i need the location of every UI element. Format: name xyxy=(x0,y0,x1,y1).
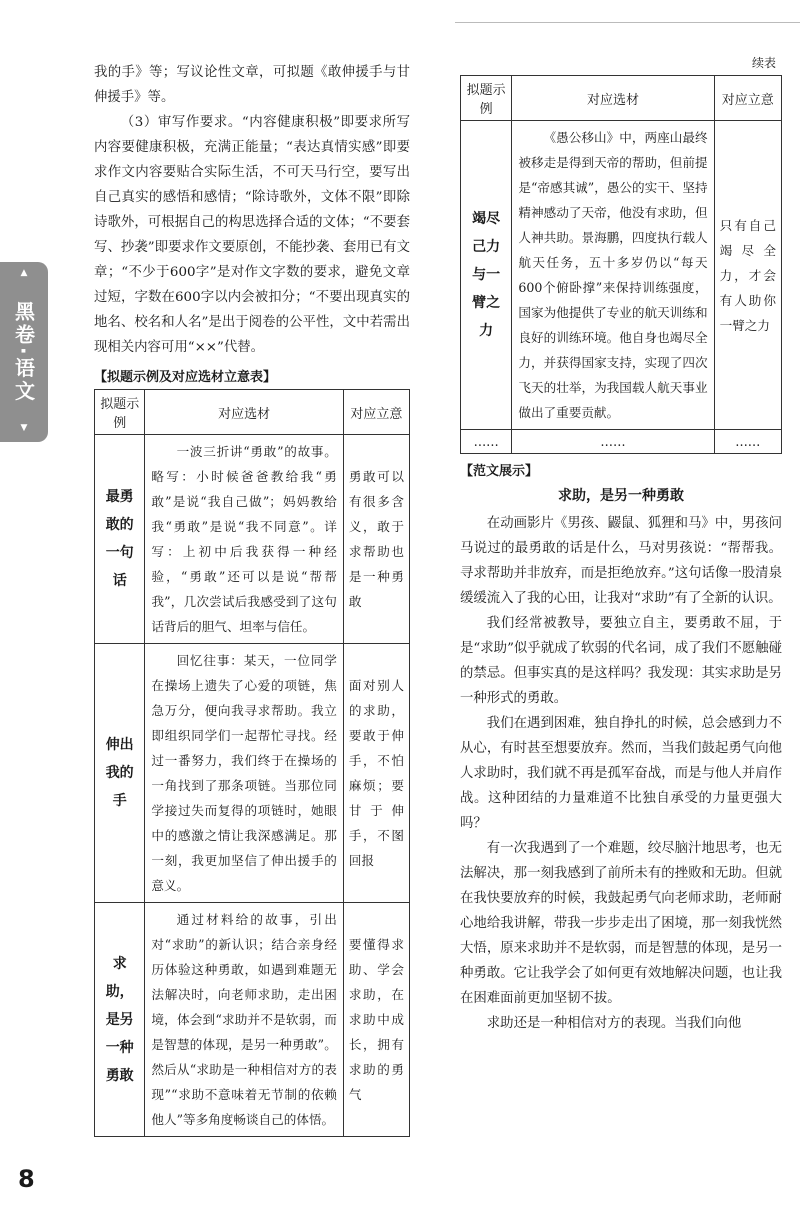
header-rule xyxy=(455,22,800,23)
subject-side-tab xyxy=(0,262,48,442)
material-cell: 回忆往事：某天，一位同学在操场上遗失了心爱的项链，焦急万分，便向我寻求帮助。我立即组织同学们一起帮忙寻找。经过一番努力，我们终于在操场的一角找到了那条项链。当那位同学接过失而复得的项链时，她眼中的感激之情让我深感满足。那一刻，我更加坚信了伸出援手的意义。 xyxy=(145,644,343,903)
table-header-row xyxy=(461,76,782,121)
idea-cell: 只有自己竭尽全力，才会有人助你一臂之力 xyxy=(714,121,781,430)
right-column xyxy=(460,58,782,1036)
table-row xyxy=(461,430,782,454)
topic-cell: 最勇敢的一句话 xyxy=(95,435,145,644)
idea-cell: 面对别人的求助，要敢于伸手，不怕麻烦；要甘于伸手，不图回报 xyxy=(343,644,409,903)
topic-cell: 求助，是另一种勇敢 xyxy=(95,903,145,1137)
continued-label: 续表 xyxy=(751,56,776,70)
essay-title: 求助，是另一种勇敢 xyxy=(558,488,684,504)
col-header-topic: 拟题示例 xyxy=(95,390,145,435)
col-header-idea: 对应立意 xyxy=(343,390,409,435)
table-header-row xyxy=(95,390,410,435)
table-heading: 【拟题示例及对应选材立意表】 xyxy=(94,370,277,385)
sample-heading: 【范文展示】 xyxy=(460,464,539,479)
triangle-up-icon: ▲ xyxy=(19,268,29,281)
essay-paragraph: 求助还是一种相信对方的表现。当我们向他 xyxy=(486,1016,742,1031)
requirement-paragraph: （3）审写作要求。“内容健康积极”即要求所写内容要健康积极，充满正能量；“表达真情实感”即要求作文内容要贴合实际生活，不可天马行空，要写出自己真实的感悟和感情；“除诗歌外，文体不限”即除诗歌外，可根据自己的构思选择合适的文体；“不要套写、抄袭”即要求作文要原创，不能抄袭、套用已有文章；“不少于600字”是对作文字数的要求，避免文章过短，字数在600字以内会被扣分；“不要出现真实的地名、校名和人名”是出于阅卷的公平性，文中若需出现相关内容可用“××”代替。 xyxy=(94,115,410,355)
material-cell: 《愚公移山》中，两座山最终被移走是得到天帝的帮助，但前提是“帝感其诚”，愚公的实干、坚持精神感动了天帝，他没有求助，但人神共助。景海鹏，四度执行载人航天任务，五十多岁仍以“每天600个俯卧撑”来保持训练强度，国家为他提供了专业的航天训练和良好的训练环境。他自身也竭尽全力，并获得国家支持，实现了四次飞天的壮举，为我国载人航天事业做出了重要贡献。 xyxy=(512,121,714,430)
table-row xyxy=(95,903,410,1137)
left-column xyxy=(94,60,410,1137)
col-header-material: 对应选材 xyxy=(512,76,714,121)
idea-cell: 勇敢可以有很多含义，敢于求帮助也是一种勇敢 xyxy=(343,435,409,644)
idea-cell: …… xyxy=(714,430,781,454)
triangle-down-icon: ▼ xyxy=(19,423,29,436)
topic-cell: 竭尽己力与一臂之力 xyxy=(461,121,512,430)
topic-cell: …… xyxy=(461,430,512,454)
side-tab-label: 黑卷·语文 xyxy=(11,300,36,404)
table-row xyxy=(95,644,410,903)
idea-cell: 要懂得求助、学会求助，在求助中成长，拥有求助的勇气 xyxy=(343,903,409,1137)
essay-paragraph: 在动画影片《男孩、鼹鼠、狐狸和马》中，男孩问马说过的最勇敢的话是什么，马对男孩说：“帮帮我。寻求帮助并非放弃，而是拒绝放弃。”这句话像一股清泉缓缓流入了我的心田，让我对“求助”有了全新的认识。 xyxy=(460,516,782,606)
material-cell: …… xyxy=(512,430,714,454)
essay-paragraph: 我们经常被教导，要独立自主，要勇敢不屈，于是“求助”似乎就成了软弱的代名词，成了我们不愿触碰的禁忌。但事实真的是这样吗？我发现：其实求助是另一种形式的勇敢。 xyxy=(460,616,782,706)
material-cell: 一波三折讲“勇敢”的故事。略写：小时候爸爸教给我“勇敢”是说“我自己做”；妈妈教给我“勇敢”是说“我不同意”。详写：上初中后我获得一种经验，“勇敢”还可以是说“帮帮我”，几次尝试后我感受到了这句话背后的胆气、坦率与信任。 xyxy=(145,435,343,644)
col-header-idea: 对应立意 xyxy=(714,76,781,121)
table-row xyxy=(461,121,782,430)
table-row xyxy=(95,435,410,644)
col-header-material: 对应选材 xyxy=(145,390,343,435)
col-header-topic: 拟题示例 xyxy=(461,76,512,121)
essay-paragraph: 有一次我遇到了一个难题，绞尽脑汁地思考，也无法解决，那一刻我感到了前所未有的挫败和无助。但就在我快要放弃的时候，我鼓起勇气向老师求助，老师耐心地给我讲解，带我一步步走出了困境，那一刻我恍然大悟，原来求助并不是软弱，而是智慧的体现，是另一种勇敢。它让我学会了如何更有效地解决问题，也让我在困难面前更加坚韧不拔。 xyxy=(460,841,782,1006)
topic-cell: 伸出我的手 xyxy=(95,644,145,903)
topic-table xyxy=(94,389,410,1137)
page-number: 8 xyxy=(18,1165,35,1193)
material-cell: 通过材料给的故事，引出对“求助”的新认识；结合亲身经历体验这种勇敢，如遇到难题无法解决时，向老师求助，走出困境，体会到“求助并不是软弱，而是智慧的体现，是另一种勇敢”。然后从“求助是一种相信对方的表现”“求助不意味着无节制的依赖他人”等多角度畅谈自己的体悟。 xyxy=(145,903,343,1137)
continued-table xyxy=(460,75,782,454)
essay-paragraph: 我们在遇到困难，独自挣扎的时候，总会感到力不从心，有时甚至想要放弃。然而，当我们鼓起勇气向他人求助时，我们就不再是孤军奋战，而是与他人并肩作战。这种团结的力量难道不比独自承受的力量更强大吗？ xyxy=(460,716,782,831)
intro-paragraph: 我的手》等；写议论性文章，可拟题《敢伸援手与甘伸援手》等。 xyxy=(94,65,410,105)
